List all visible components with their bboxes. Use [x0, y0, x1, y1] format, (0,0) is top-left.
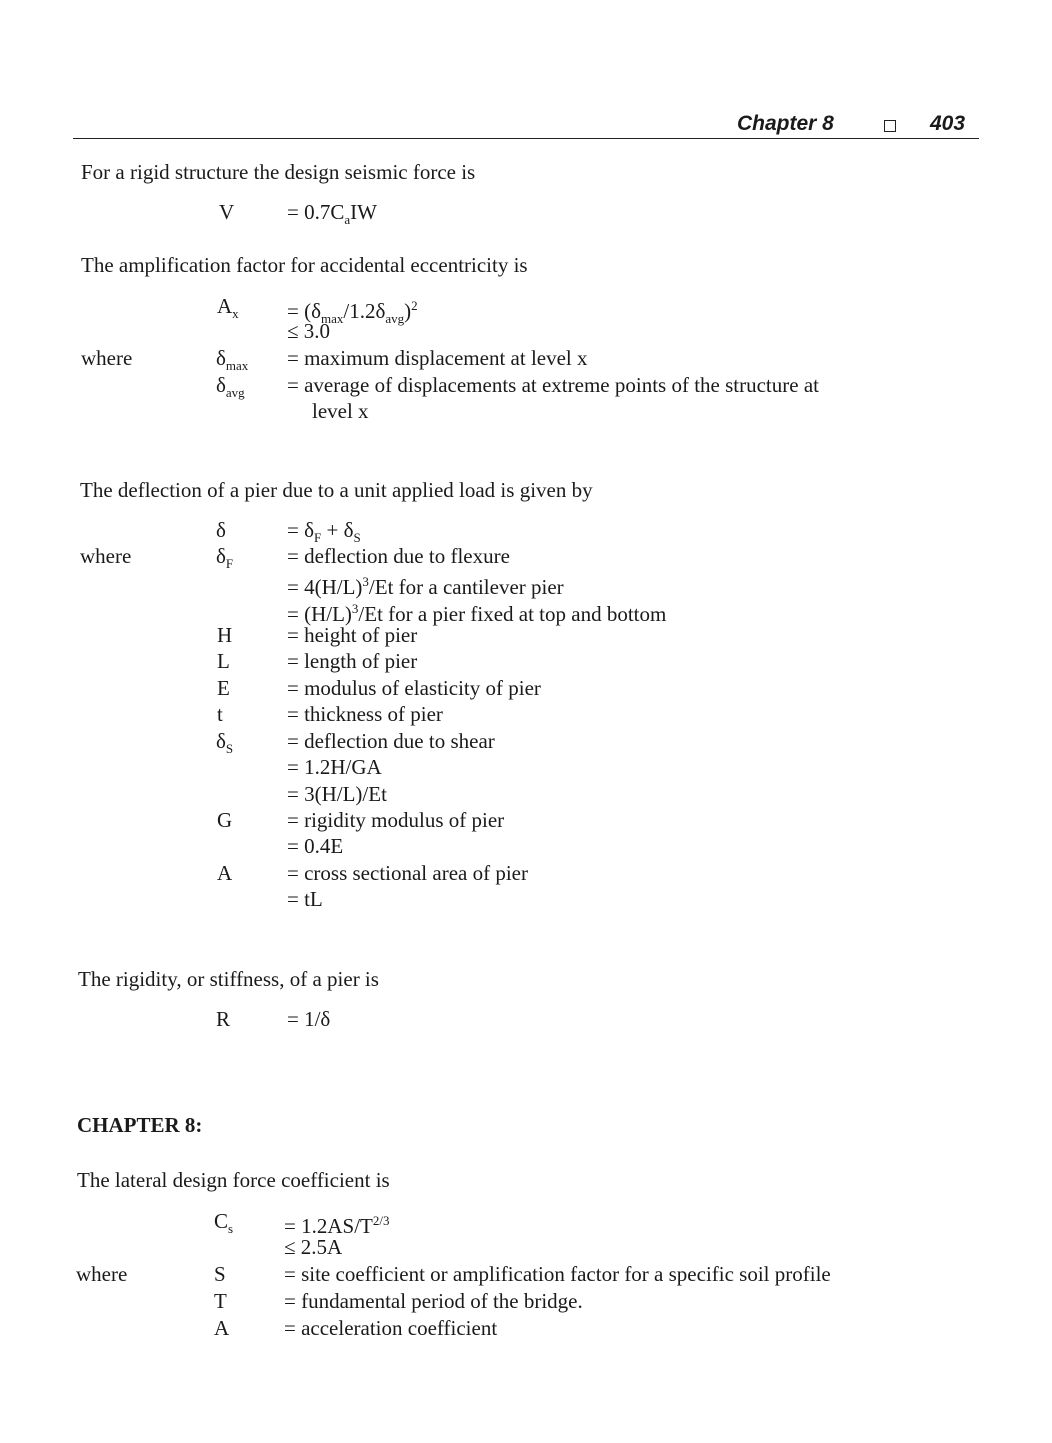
equation-delta: = $\delta_F + \delta_S$ — [287, 518, 361, 546]
equation-cs-limit: ≤ 2.5A — [284, 1235, 343, 1259]
equation-a: = tL — [287, 887, 323, 911]
equation-delta-s-2: = 3(H/L)/Et — [287, 782, 387, 806]
definition-t-period: = fundamental period of the bridge. — [284, 1289, 583, 1313]
equation-delta-f-cantilever: = $4(H/L)^3/Et$ for a cantilever pier — [287, 574, 564, 599]
equation-g: = 0.4E — [287, 834, 344, 858]
paragraph-rigidity: The rigidity, or stiffness, of a pier is — [78, 967, 379, 991]
paragraph-lateral-force: The lateral design force coefficient is — [77, 1168, 390, 1192]
symbol-ax: $A_x$ — [217, 294, 239, 322]
symbol-delta-f: $\delta_F$ — [216, 544, 234, 572]
where-label: where — [76, 1262, 128, 1286]
definition-delta-max: = maximum displacement at level x — [287, 346, 588, 370]
equation-delta-s-1: = 1.2H/GA — [287, 755, 382, 779]
symbol-delta-avg: $\delta_{avg}$ — [216, 373, 245, 401]
symbol-cs: $C_s$ — [214, 1209, 234, 1237]
symbol-e: E — [217, 676, 230, 700]
square-icon — [884, 120, 896, 132]
equation-ax: = $(\delta_{max}/1.2\delta_{avg})^2$ — [287, 298, 418, 327]
symbol-g: G — [217, 808, 233, 832]
definition-e: = modulus of elasticity of pier — [287, 676, 541, 700]
definition-delta-f: = deflection due to flexure — [287, 544, 510, 568]
paragraph-rigid-structure: For a rigid structure the design seismic force is — [81, 160, 476, 184]
chapter-title: Chapter 8 — [737, 112, 834, 135]
symbol-t: t — [217, 702, 223, 726]
symbol-delta-s: $\delta_S$ — [216, 729, 234, 757]
symbol-delta: δ — [216, 518, 226, 542]
definition-s: = site coefficient or amplification factor for a specific soil profile — [284, 1262, 831, 1286]
symbol-a: A — [217, 861, 233, 885]
equation-ax-limit: ≤ 3.0 — [287, 319, 331, 343]
symbol-l: L — [217, 649, 230, 673]
definition-delta-avg-cont: level x — [312, 399, 369, 423]
where-label: where — [81, 346, 133, 370]
running-header — [73, 112, 979, 139]
definition-delta-avg: = average of displacements at extreme points of the structure at — [287, 373, 819, 397]
symbol-t-period: T — [214, 1289, 227, 1313]
symbol-h: H — [217, 623, 233, 647]
definition-g: = rigidity modulus of pier — [287, 808, 505, 832]
definition-t: = thickness of pier — [287, 702, 443, 726]
symbol-s: S — [214, 1262, 226, 1286]
definition-h: = height of pier — [287, 623, 418, 647]
section-heading: CHAPTER 8: — [77, 1113, 203, 1137]
symbol-a-accel: A — [214, 1316, 230, 1340]
equation-v: = $0.7C_aIW$ — [287, 200, 377, 228]
equation-cs: = $1.2AS/T^{2/3}$ — [284, 1213, 390, 1238]
symbol-delta-max: $\delta_{max}$ — [216, 346, 249, 374]
definition-a-accel: = acceleration coefficient — [284, 1316, 498, 1340]
equation-r: = 1/δ — [287, 1007, 331, 1031]
definition-a: = cross sectional area of pier — [287, 861, 528, 885]
paragraph-amplification: The amplification factor for accidental eccentricity is — [81, 253, 528, 277]
equation-delta-f-fixed: = $(H/L)^3/Et$ for a pier fixed at top and bottom — [287, 601, 667, 626]
definition-delta-s: = deflection due to shear — [287, 729, 495, 753]
where-label: where — [80, 544, 132, 568]
definition-l: = length of pier — [287, 649, 418, 673]
symbol-v: V — [219, 200, 235, 224]
symbol-r: R — [216, 1007, 231, 1031]
paragraph-deflection: The deflection of a pier due to a unit applied load is given by — [80, 478, 593, 502]
page-number: 403 — [930, 112, 966, 135]
